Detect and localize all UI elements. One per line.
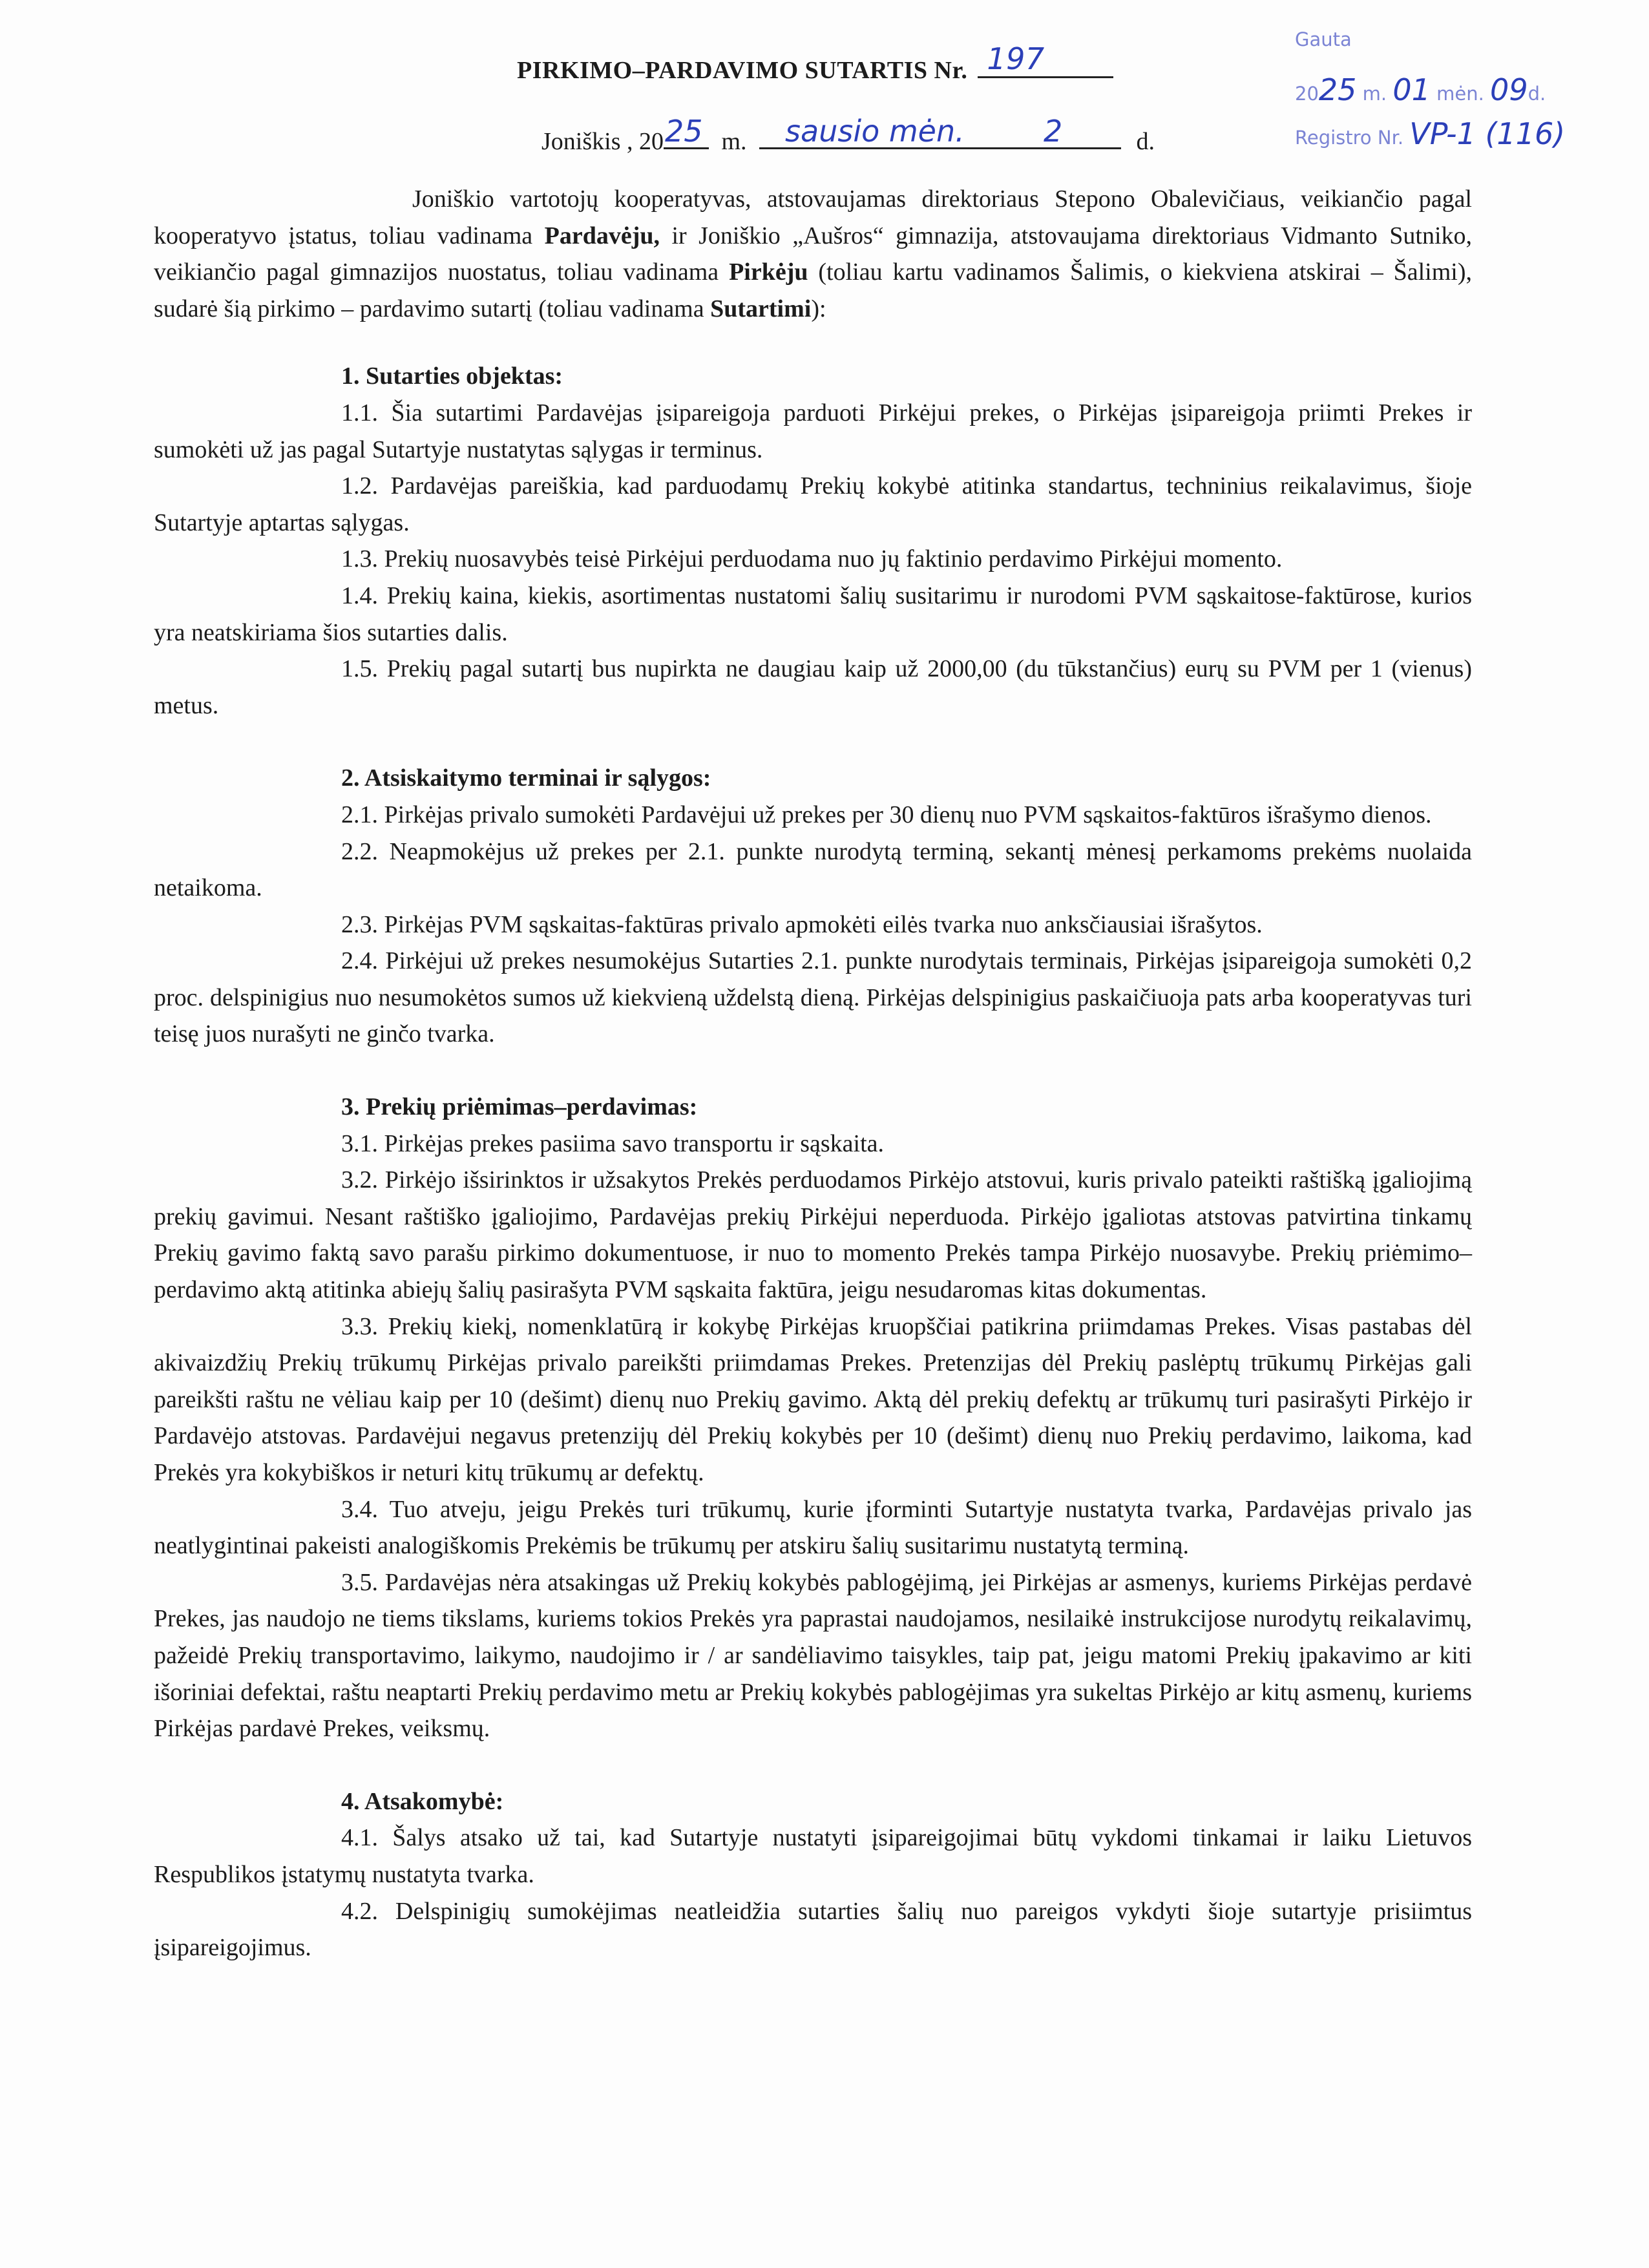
stamp-year-handwritten: 25: [1318, 72, 1357, 107]
d-label: d.: [1136, 128, 1155, 155]
section-heading-1: 1. Sutarties objektas:: [341, 362, 563, 390]
clause-1-1: 1.1. Šia sutartimi Pardavėjas įsipareigoja parduoti Pirkėjui prekes, o Pirkėjas įsipareigoja priimti Prekes ir sumokėti už jas pagal Sutartyje nustatytas sąlygas ir terminus.: [154, 399, 1472, 463]
clause-2-4: 2.4. Pirkėjui už prekes nesumokėjus Sutarties 2.1. punkte nurodytais terminais, Pirkėjas įsipareigoja sumokėti 0,2 proc. delspinigius nuo nesumokėtos sumos už kiekvieną uždelstą dieną. Pirkėjas delspinigius paskaičiuoja pats arba kooperatyvas turi teisę juos nurašyti ne ginčo tvarka.: [154, 947, 1472, 1048]
stamp-month-handwritten: 01: [1392, 72, 1431, 107]
place-date-line: [541, 114, 1155, 156]
stamp-registry-handwritten: VP-1 (116): [1409, 116, 1566, 151]
intro-buyer-term: Pirkėju: [729, 258, 808, 286]
clause-2-3: 2.3. Pirkėjas PVM sąskaitas-faktūras privalo apmokėti eilės tvarka nuo anksčiausiai išrašytos.: [341, 910, 1263, 938]
month-handwritten: sausio mėn.: [785, 114, 965, 149]
stamp-date-line: [1295, 72, 1546, 107]
m-label: m.: [721, 128, 747, 155]
intro-text-3: (toliau kartu vadinamos Šalimis, o kiekviena atskirai – Šalimi), sudarė šią pirkimo – pardavimo sutartį (toliau vadinama: [154, 258, 1473, 322]
section-heading-2: 2. Atsiskaitymo terminai ir sąlygos:: [341, 764, 711, 792]
stamp-day-handwritten: 09: [1490, 72, 1528, 107]
intro-paragraph: [154, 181, 1472, 327]
stamp-registry-label: Registro Nr.: [1295, 127, 1404, 149]
clause-1-3: 1.3. Prekių nuosavybės teisė Pirkėjui perduodama nuo jų faktinio perdavimo Pirkėjui momento.: [341, 545, 1283, 573]
clause-1-4: 1.4. Prekių kaina, kiekis, asortimentas nustatomi šalių susitarimu ir nurodomi PVM sąskaitose-faktūrose, kurios yra neatskiriama šios sutarties dalis.: [154, 582, 1472, 646]
clause-2-2: 2.2. Neapmokėjus už prekes per 2.1. punkte nurodytą terminą, sekantį mėnesį perkamoms prekėms nuolaida netaikoma.: [154, 837, 1472, 902]
stamp-men-label: mėn.: [1436, 83, 1484, 105]
intro-contract-term: Sutartimi: [710, 295, 812, 322]
intro-text-1: Joniškio vartotojų kooperatyvas, atstovaujamas direktoriaus Stepono Obalevičiaus, veikiančio pagal kooperatyvo įstatus, toliau vadinama: [154, 185, 1472, 249]
year-handwritten: 25: [664, 114, 703, 149]
section-heading-3: 3. Prekių priėmimas–perdavimas:: [341, 1093, 698, 1121]
clause-3-1: 3.1. Pirkėjas prekes pasiima savo transportu ir sąskaita.: [341, 1129, 885, 1157]
intro-text-4: ):: [811, 295, 826, 322]
stamp-m-label: m.: [1362, 83, 1387, 105]
registration-stamp: [1295, 23, 1605, 159]
contract-body: [154, 181, 1472, 1966]
clause-3-3: 3.3. Prekių kiekį, nomenklatūrą ir kokybę Pirkėjas kruopščiai patikrina priimdamas Prekes. Visas pastabas dėl akivaizdžių Prekių trūkumų Pirkėjas privalo pareikšti priimdamas Prekes. Pretenzijas dėl Prekių paslėptų trūkumų Pirkėjas gali pareikšti raštu ne vėliau kaip per 10 (dešimt) dienų nuo Prekių gavimo. Aktą dėl prekių defektų ar trūkumų turi pasirašyti Pirkėjo ir Pardavėjo atstovas. Pardavėjui negavus pretenzijų dėl Prekių kokybės per 10 (dešimt) dienų nuo Prekių perdavimo, laikoma, kad Prekės yra kokybiškos ir neturi kitų trūkumų ar defektų.: [154, 1312, 1472, 1486]
intro-seller-term: Pardavėju,: [544, 222, 660, 249]
clause-3-5: 3.5. Pardavėjas nėra atsakingas už Prekių kokybės pablogėjimą, jei Pirkėjas ar asmenys, kuriems Pirkėjas perdavė Prekes, jas naudojo ne tiems tikslams, kuriems tokios Prekės yra paprastai naudojamos, nesilaikė instrukcijose nurodytų reikalavimų, pažeidė Prekių transportavimo, laikymo, naudojimo ir / ar sandėliavimo taisykles, taip pat, jeigu matomi Prekių įpakavimo ar kiti išoriniai defektai, raštu neaptarti Prekių perdavimo metu ar Prekių kokybės pablogėjimas yra sukeltas Pirkėjo ar kitų asmenų, kuriems Pirkėjas pardavė Prekes, veiksmų.: [154, 1568, 1472, 1743]
day-handwritten: 2: [1044, 114, 1063, 149]
section-heading-4: 4. Atsakomybė:: [341, 1787, 504, 1815]
clause-3-2: 3.2. Pirkėjo išsirinktos ir užsakytos Prekės perduodamos Pirkėjo atstovui, kuris privalo pateikti raštišką įgaliojimą prekių gavimui. Nesant raštiško įgaliojimo, Pardavėjas prekių Pirkėjui neperduoda. Pirkėjo įgaliotas atstovas patvirtina tinkamų Prekių gavimo faktą savo parašu pirkimo dokumentuose, ir nuo to momento Prekės tampa Pirkėjo nuosavybe. Prekių priėmimo–perdavimo aktą atitinka abiejų šalių pasirašyta PVM sąskaita faktūra, jeigu nesudaromas kitas dokumentas.: [154, 1166, 1472, 1304]
stamp-year-prefix: 20: [1295, 83, 1319, 105]
clause-3-4: 3.4. Tuo atveju, jeigu Prekės turi trūkumų, kurie įforminti Sutartyje nustatyta tvarka, Pardavėjas privalo jas neatlygintinai pakeisti analogiškomis Prekėmis be trūkumų per atskiru šalių susitarimu nustatytą terminą.: [154, 1495, 1472, 1560]
place-text: Joniškis , 20: [541, 128, 664, 155]
title-text: PIRKIMO–PARDAVIMO SUTARTIS Nr.: [517, 57, 968, 84]
clause-4-1: 4.1. Šalys atsako už tai, kad Sutartyje nustatyti įsipareigojimai būtų vykdomi tinkamai ir laiku Lietuvos Respublikos įstatymų nustatyta tvarka.: [154, 1824, 1472, 1888]
month-day-field: [759, 114, 1121, 149]
contract-number-handwritten: 197: [987, 41, 1045, 76]
clause-1-2: 1.2. Pardavėjas pareiškia, kad parduodamų Prekių kokybė atitinka standartus, techninius reikalavimus, šioje Sutartyje aptartas sąlygas.: [154, 472, 1472, 536]
stamp-registry-line: [1295, 116, 1565, 151]
intro-text-2: ir Joniškio „Aušros“ gimnazija, atstovaujama direktoriaus Vidmanto Sutniko, veikiančio pagal gimnazijos nuostatus, toliau vadinama: [154, 222, 1472, 286]
clause-4-2: 4.2. Delspinigių sumokėjimas neatleidžia sutarties šalių nuo pareigos vykdyti šioje sutartyje prisiimtus įsipareigojimus.: [154, 1897, 1472, 1962]
stamp-received-label: Gauta: [1295, 28, 1352, 50]
clause-1-5: 1.5. Prekių pagal sutartį bus nupirkta ne daugiau kaip už 2000,00 (du tūkstančius) eurų su PVM per 1 (vienus) metus.: [154, 655, 1472, 719]
stamp-d-label: d.: [1528, 83, 1546, 105]
contract-number-field: [978, 41, 1113, 78]
year-field: [664, 114, 709, 149]
contract-title: [517, 41, 1113, 85]
clause-2-1: 2.1. Pirkėjas privalo sumokėti Pardavėjui už prekes per 30 dienų nuo PVM sąskaitos-faktūros išrašymo dienos.: [341, 801, 1432, 828]
